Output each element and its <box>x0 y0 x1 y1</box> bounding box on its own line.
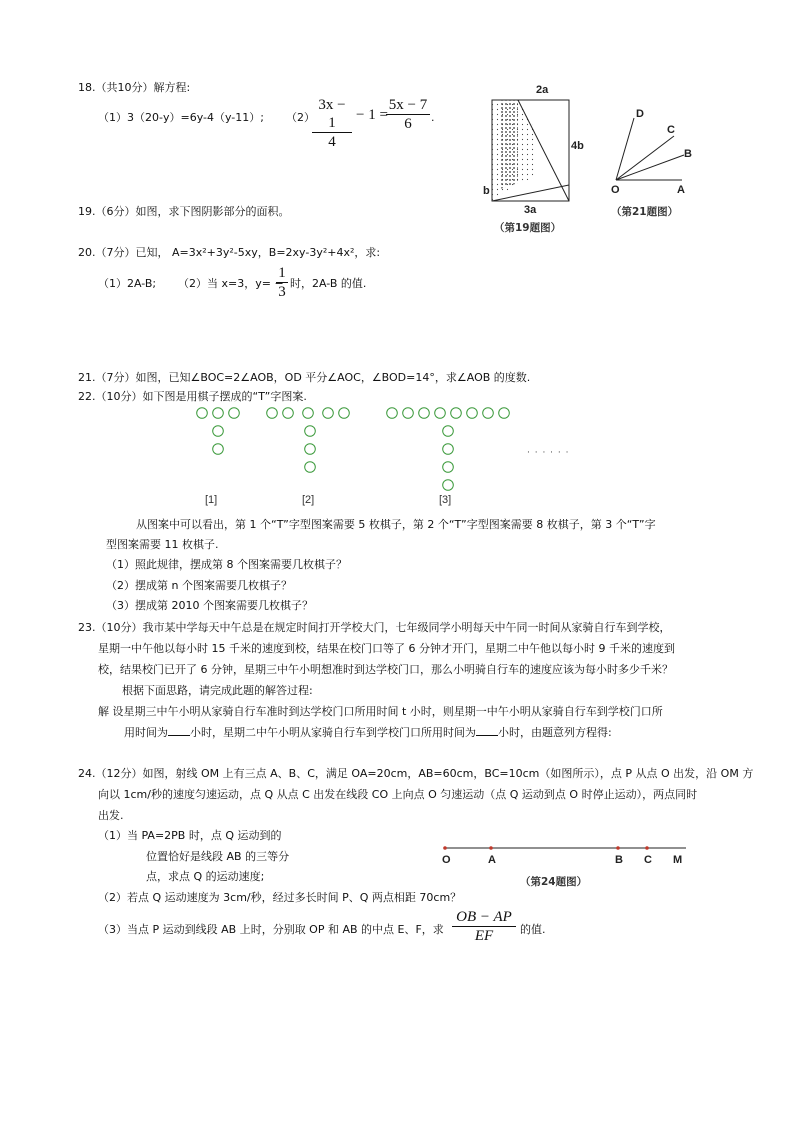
q18-fraction-1-denominator: 4 <box>328 134 336 150</box>
chess-piece <box>197 408 208 419</box>
chess-piece <box>499 408 510 419</box>
fig21-ray-ob <box>616 155 684 180</box>
q24-part3-a: （3）当点 P 运动到线段 AB 上时，分别取 OP 和 AB 的中点 E、F，求 <box>98 923 444 936</box>
chess-piece <box>305 462 316 473</box>
q20-fraction <box>276 264 288 301</box>
q23-blank-1 <box>168 724 190 736</box>
q22-part2: （2）摆成第 n 个图案需要几枚棋子？ <box>106 579 292 592</box>
q18-fraction-1-numerator: 3x − 1 <box>312 96 352 133</box>
q18-part1: （1）3（20-y）=6y-4（y-11）; <box>98 111 264 124</box>
q23-line5: 解 设星期三中午小明从家骑自行车准时到达学校门口所用时间 t 小时，则星期一中午小明从家骑自行车到学校门口所 <box>98 705 663 718</box>
fig24-label-b: B <box>615 854 623 866</box>
q19-text: 19.（6分）如图，求下图阴影部分的面积。 <box>78 205 290 218</box>
q18-fraction-2 <box>386 96 430 133</box>
chess-piece <box>443 462 454 473</box>
fig21-label-o: O <box>611 184 620 196</box>
q22-desc-2: 型图案需要 11 枚棋子. <box>106 538 219 551</box>
chess-piece <box>483 408 494 419</box>
chess-piece <box>213 426 224 437</box>
q22-t-patterns <box>196 404 526 474</box>
fig21-ray-od <box>616 118 634 180</box>
fig19-label-right: 4b <box>571 140 584 152</box>
fig19-label-bottom: 3a <box>524 204 537 216</box>
chess-piece <box>443 444 454 455</box>
chess-piece <box>267 408 278 419</box>
q18-period: . <box>431 111 435 124</box>
fig21-label-d: D <box>636 108 644 120</box>
q23-line6-b: 小时，星期二中午小明从家骑自行车到学校门口所用时间为 <box>190 726 476 739</box>
q23-line3: 校，结果校门已开了 6 分钟，星期三中午小明想准时到达学校门口，那么小明骑自行车的速度应该为每小时多少千米？ <box>98 663 673 676</box>
fig21-label-b: B <box>684 148 692 160</box>
fig21-caption: （第21题图） <box>611 206 679 218</box>
t-pattern-1 <box>197 408 240 455</box>
q20-fraction-denominator: 3 <box>278 284 286 300</box>
q24-part1-b: 位置恰好是线段 AB 的三等分 <box>146 850 290 863</box>
q22-label-3: [3] <box>439 494 452 506</box>
figure-24 <box>440 842 690 854</box>
q23-line2: 星期一中午他以每小时 15 千米的速度到校，结果在校门口等了 6 分钟才开门，星期二中午他以每小时 9 千米的速度到 <box>98 642 675 655</box>
q24-part2: （2）若点 Q 运动速度为 3cm/秒，经过多长时间 P、Q 两点相距 70cm？ <box>98 891 462 904</box>
q23-line6-c: 小时，由题意列方程得: <box>498 726 612 739</box>
q22-part3: （3）摆成第 2010 个图案需要几枚棋子？ <box>106 599 313 612</box>
q24-fraction <box>452 908 516 945</box>
chess-piece <box>467 408 478 419</box>
q24-part1-a: （1）当 PA=2PB 时，点 Q 运动到的 <box>98 829 282 842</box>
fig19-label-top: 2a <box>536 84 549 96</box>
q20-line1: 20.（7分）已知， A=3x²+3y²-5xy，B=2xy-3y²+4x²，求: <box>78 246 381 259</box>
chess-piece <box>305 426 316 437</box>
fig24-point-a <box>489 846 493 850</box>
q18-part2-label: （2） <box>286 111 315 124</box>
fig19-label-left: b <box>483 185 490 197</box>
chess-piece <box>387 408 398 419</box>
q18-title: 18.（共10分）解方程: <box>78 81 191 94</box>
q18-minus-one: − 1 = <box>356 107 388 123</box>
q23-blank-2 <box>476 724 498 736</box>
chess-piece <box>305 444 316 455</box>
fig21-label-c: C <box>667 124 675 136</box>
q23-line6-a: 用时间为 <box>124 726 168 739</box>
q24-line3: 出发. <box>98 809 124 822</box>
q18-fraction-1 <box>312 96 352 151</box>
fig24-label-c: C <box>644 854 652 866</box>
fig24-point-b <box>616 846 620 850</box>
figure-21 <box>610 100 700 190</box>
fig19-caption: （第19题图） <box>494 222 562 234</box>
chess-piece <box>323 408 334 419</box>
q24-line1: 24.（12分）如图，射线 OM 上有三点 A、B、C，满足 OA=20cm，AB=60cm，BC=10cm（如图所示），点 P 从点 O 出发，沿 OM 方 <box>78 767 754 780</box>
q20-part2-post: 时，2A-B 的值. <box>290 277 367 290</box>
q23-line6 <box>124 724 612 741</box>
q24-part1-c: 点，求点 Q 的运动速度; <box>146 870 265 883</box>
q24-line2: 向以 1cm/秒的速度匀速运动，点 Q 从点 C 出发在线段 CO 上向点 O 匀速运动（点 Q 运动到点 O 时停止运动），两点同时 <box>98 788 698 801</box>
q22-part1: （1）照此规律，摆成第 8 个图案需要几枚棋子？ <box>106 558 347 571</box>
chess-piece <box>443 480 454 491</box>
chess-piece <box>229 408 240 419</box>
chess-piece <box>213 408 224 419</box>
q24-fraction-numerator: OB − AP <box>452 908 516 927</box>
q22-label-1: [1] <box>205 494 218 506</box>
q22-label-2: [2] <box>302 494 315 506</box>
q20-part1: （1）2A-B; <box>98 277 157 290</box>
fig21-label-a: A <box>677 184 685 196</box>
chess-piece <box>443 426 454 437</box>
fig19-shaded-middle <box>518 100 534 183</box>
q20-fraction-numerator: 1 <box>276 264 288 283</box>
q23-line1: 23.（10分）我市某中学每天中午总是在规定时间打开学校大门，七年级同学小明每天中午同一时间从家骑自行车到学校， <box>78 621 671 634</box>
fig24-label-m: M <box>673 854 683 866</box>
q22-continuation-dots: · · · · · · <box>527 448 570 458</box>
q21-text: 21.（7分）如图，已知∠BOC=2∠AOB，OD 平分∠AOC，∠BOD=14°，求∠AOB 的度数. <box>78 371 531 384</box>
q24-part3-b: 的值. <box>520 923 546 936</box>
q23-line4: 根据下面思路，请完成此题的解答过程: <box>122 684 313 697</box>
fig24-label-o: O <box>442 854 451 866</box>
fig21-ray-oc <box>616 136 674 180</box>
chess-piece <box>283 408 294 419</box>
chess-piece <box>303 408 314 419</box>
q22-title: 22.（10分）如下图是用棋子摆成的“T”字图案. <box>78 390 307 403</box>
chess-piece <box>213 444 224 455</box>
t-pattern-2 <box>267 408 350 473</box>
q18-fraction-2-numerator: 5x − 7 <box>386 96 430 115</box>
q24-fraction-denominator: EF <box>474 928 494 944</box>
q20-part2-pre: （2）当 x=3，y= − <box>178 277 284 290</box>
chess-piece <box>403 408 414 419</box>
fig24-point-o <box>443 846 447 850</box>
chess-piece <box>419 408 430 419</box>
fig24-point-c <box>645 846 649 850</box>
fig24-caption: （第24题图） <box>520 876 588 888</box>
fig19-shaded-dense <box>500 100 518 189</box>
fig24-label-a: A <box>488 854 496 866</box>
t-pattern-3-stem <box>438 404 458 494</box>
figure-19 <box>480 82 580 202</box>
q22-desc-1: 从图案中可以看出，第 1 个“T”字型图案需要 5 枚棋子，第 2 个“T”字型图案需要 8 枚棋子，第 3 个“T”字 <box>136 518 656 531</box>
q18-fraction-2-denominator: 6 <box>404 116 412 132</box>
chess-piece <box>339 408 350 419</box>
